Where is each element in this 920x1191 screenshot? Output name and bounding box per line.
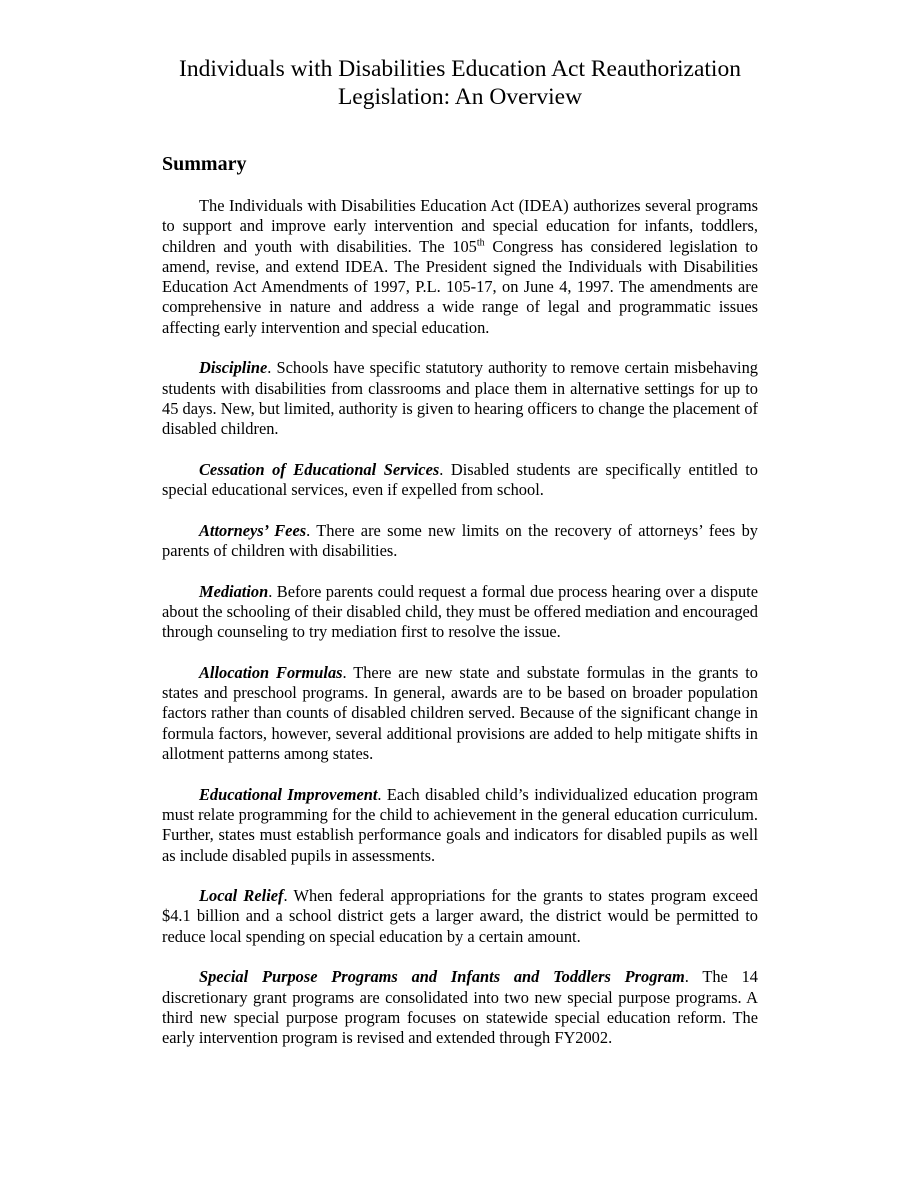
section-local-relief — [162, 886, 758, 947]
intro-superscript: th — [476, 237, 485, 249]
intro-text-part1: The Individuals with Disabilities Education Act (IDEA) authorizes several programs to support and improve early intervention and special education for infants, toddlers, children and youth with disabilities. The 105 — [162, 196, 758, 256]
section-lead: Discipline — [199, 358, 268, 378]
section-text: . Each disabled child’s individualized education program must relate programming for the child to achievement in the general education curriculum. Further, states must establish performance goals and indicators for disabled pupils as well as include disabled pupils in assessments. — [162, 784, 758, 865]
section-educational-improvement — [162, 785, 758, 866]
section-text: . Schools have specific statutory authority to remove certain misbehaving students with disabilities from classrooms and place them in alternative settings for up to 45 days. New, but limited, authority is given to hearing officers to change the placement of disabled children. — [162, 358, 758, 439]
section-cessation-of-educational-services — [162, 460, 758, 501]
section-discipline — [162, 358, 758, 439]
section-text: . There are some new limits on the recovery of attorneys’ fees by parents of children with disabilities. — [162, 520, 758, 561]
section-lead: Educational Improvement — [199, 784, 378, 804]
section-allocation-formulas — [162, 663, 758, 764]
section-lead: Allocation Formulas — [199, 662, 343, 682]
section-special-purpose-programs — [162, 967, 758, 1048]
title-line-2: Legislation: An Overview — [337, 84, 583, 110]
document-page — [162, 55, 758, 1069]
title-line-1: Individuals with Disabilities Education Act Reauthorization — [179, 56, 741, 82]
section-mediation — [162, 582, 758, 643]
document-title — [162, 55, 758, 111]
summary-heading: Summary — [162, 153, 247, 175]
section-text: . The 14 discretionary grant programs are consolidated into two new special purpose programs. A third new special purpose program focuses on statewide special education reform. The early intervention program is revised and extended through FY2002. — [162, 967, 758, 1048]
section-text: . When federal appropriations for the grants to states program exceed $4.1 billion and a school district gets a larger award, the district would be permitted to reduce local spending on special education by a certain amount. — [162, 886, 758, 946]
section-lead: Mediation — [199, 581, 269, 601]
section-text: . Disabled students are specifically entitled to special educational services, even if expelled from school. — [162, 459, 758, 500]
section-attorneys-fees — [162, 521, 758, 562]
section-text: . Before parents could request a formal due process hearing over a dispute about the schooling of their disabled child, they must be offered mediation and encouraged through counseling to try mediation first to resolve the issue. — [162, 581, 758, 642]
section-lead: Local Relief — [199, 886, 284, 906]
intro-text-part2: Congress has considered legislation to amend, revise, and extend IDEA. The President signed the Individuals with Disabilities Education Act Amendments of 1997, P.L. 105-17, on June 4, 1997. The amendments are comprehensive in nature and address a wide range of legal and programmatic issues affecting early intervention and special education. — [162, 236, 758, 337]
section-lead: Special Purpose Programs and Infants and Toddlers Program — [199, 967, 685, 987]
section-lead: Cessation of Educational Services — [199, 459, 440, 479]
section-lead: Attorneys’ Fees — [199, 520, 307, 540]
section-text: . There are new state and substate formulas in the grants to states and preschool programs. In general, awards are to be based on broader population factors rather than counts of disabled children served. Because of the significant change in formula factors, however, several additional provisions are added to help mitigate shifts in allotment patterns among states. — [162, 662, 758, 764]
intro-paragraph — [162, 196, 758, 338]
